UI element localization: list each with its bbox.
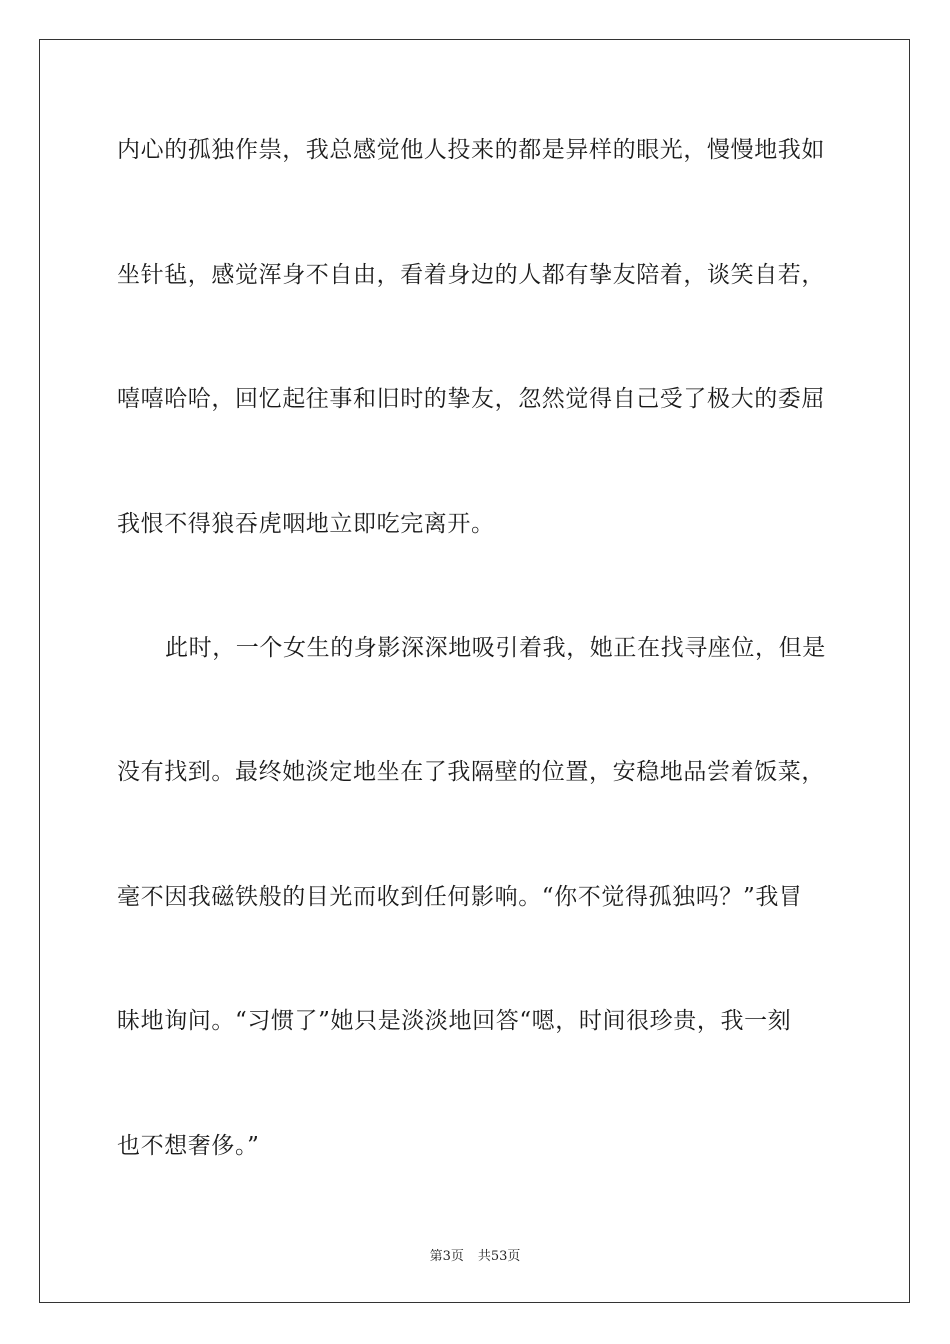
paragraph-line: 毫不因我磁铁般的目光而收到任何影响。“你不觉得孤独吗？”我冒 <box>117 884 803 910</box>
paragraph-line: 我恨不得狼吞虎咽地立即吃完离开。 <box>117 511 495 537</box>
paragraph-line: 内心的孤独作祟，我总感觉他人投来的都是异样的眼光，慢慢地我如 <box>117 137 825 163</box>
page-number: 第3页 <box>429 1249 464 1264</box>
page-frame <box>39 39 910 1303</box>
paragraph-line: 嘻嘻哈哈，回忆起往事和旧时的挚友，忽然觉得自己受了极大的委屈 <box>117 386 825 412</box>
page-footer <box>0 1248 950 1266</box>
paragraph-line: 没有找到。最终她淡定地坐在了我隔壁的位置，安稳地品尝着饭菜， <box>117 759 825 785</box>
page-total: 共53页 <box>477 1249 521 1264</box>
paragraph-line: 也不想奢侈。” <box>117 1133 260 1159</box>
paragraph-line: 昧地询问。“习惯了”她只是淡淡地回答“嗯，时间很珍贵，我一刻 <box>117 1008 792 1034</box>
paragraph-line: 坐针毡，感觉浑身不自由，看着身边的人都有挚友陪着，谈笑自若， <box>117 262 825 288</box>
paragraph-line: 此时，一个女生的身影深深地吸引着我，她正在找寻座位，但是 <box>165 635 826 661</box>
